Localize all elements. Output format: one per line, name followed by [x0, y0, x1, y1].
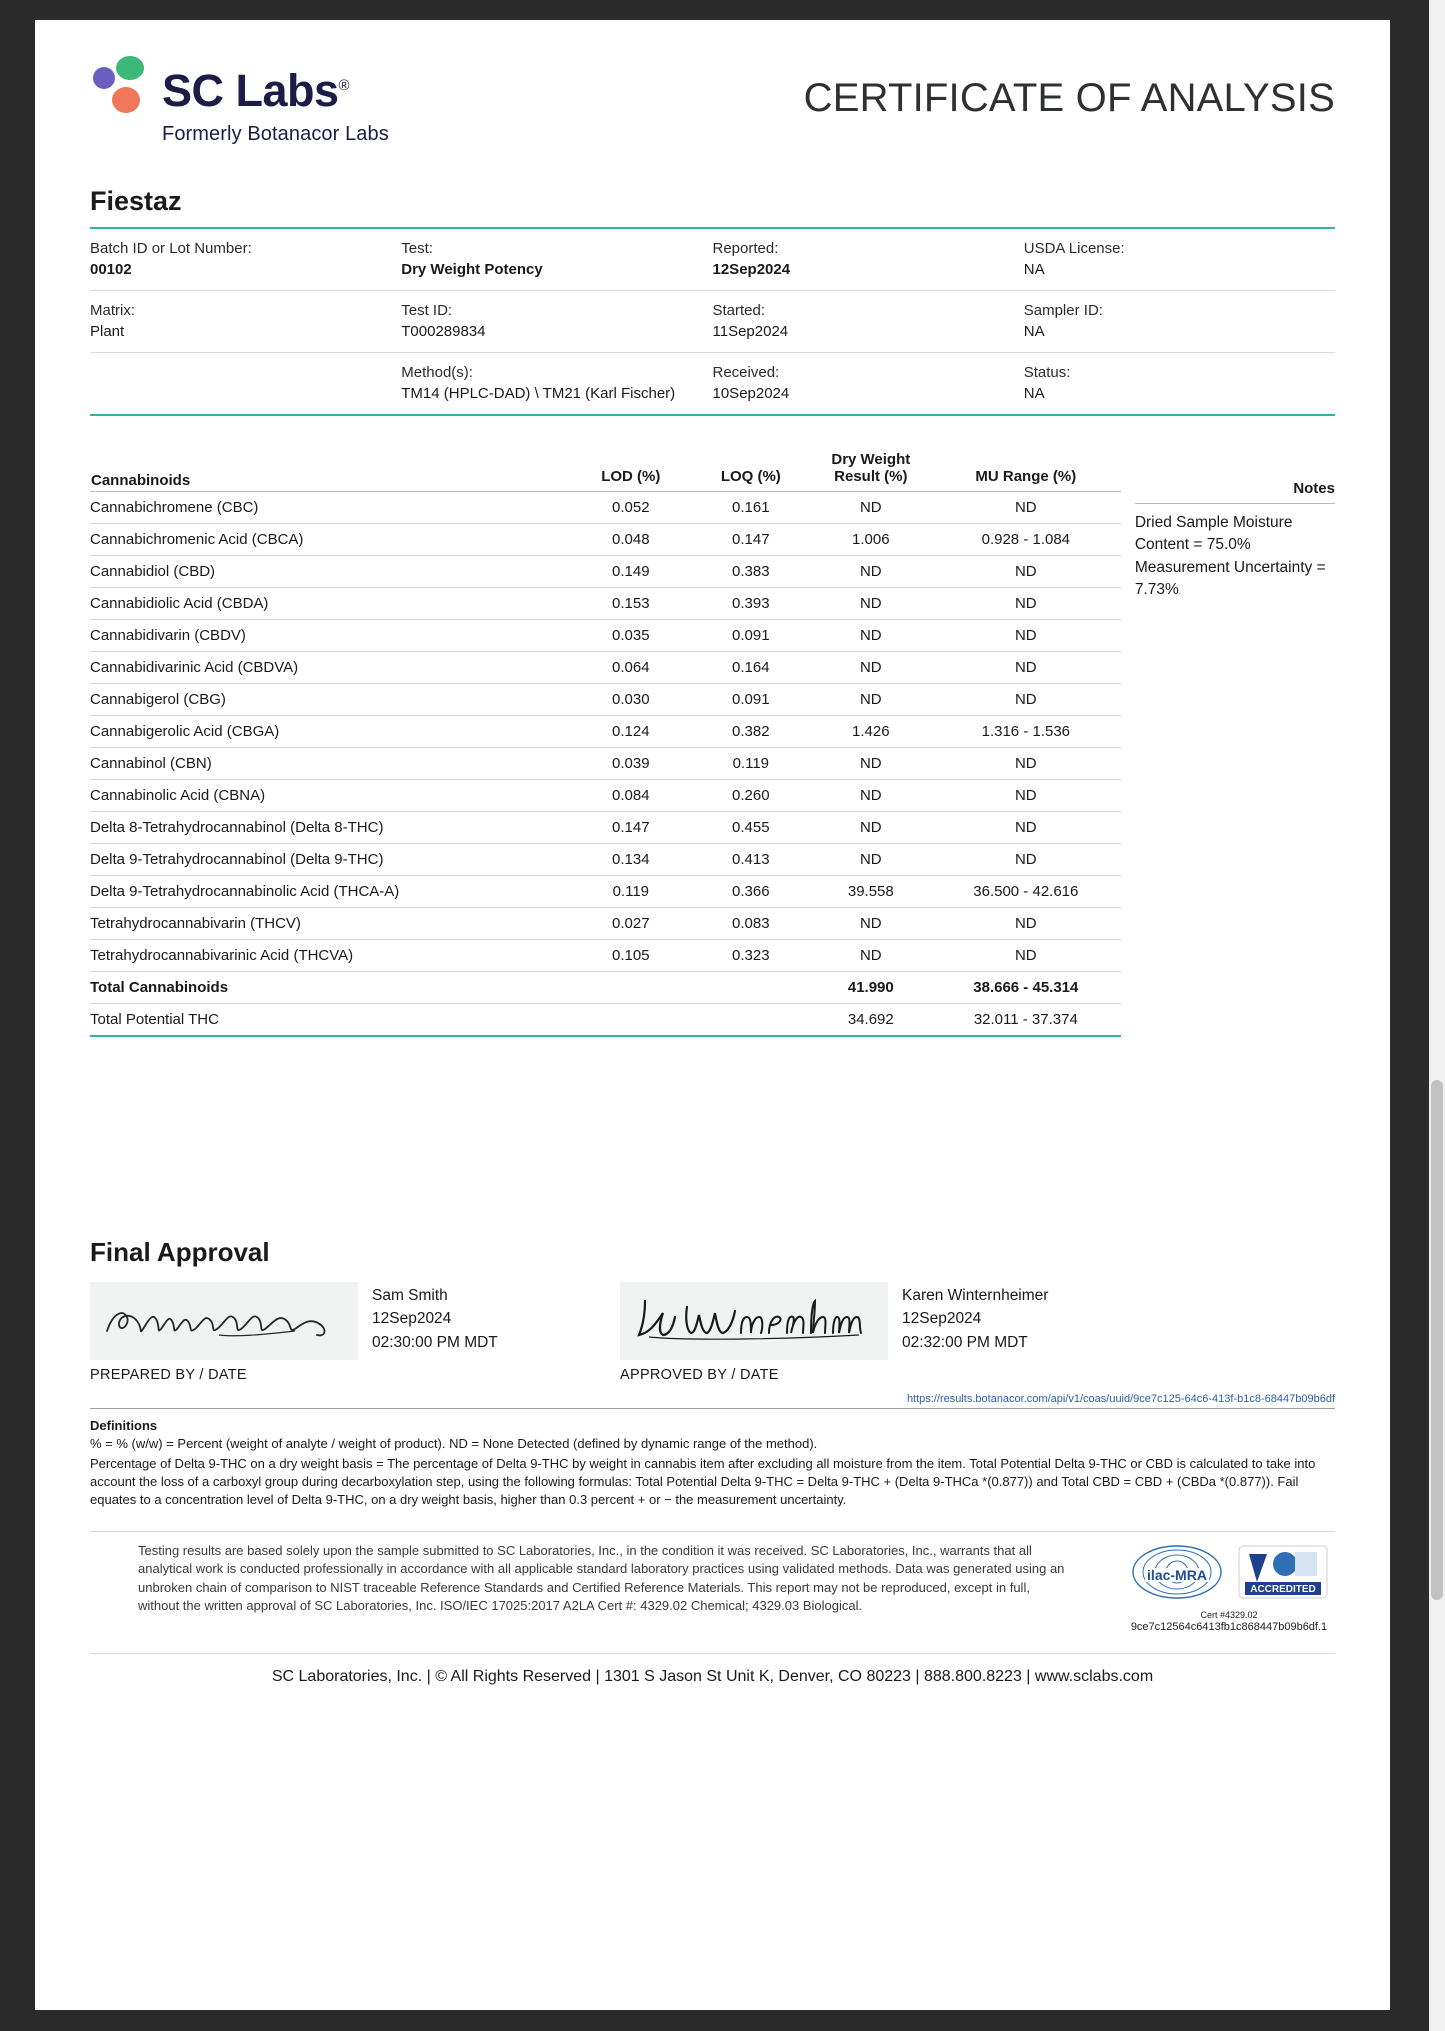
cell-mu: ND	[931, 940, 1121, 972]
meta-value: Dry Weight Potency	[401, 261, 543, 278]
prepared-by-time: 02:30:00 PM MDT	[372, 1333, 498, 1351]
meta-value: TM14 (HPLC-DAD) \ TM21 (Karl Fischer)	[401, 385, 676, 402]
cell-loq: 0.366	[691, 876, 811, 908]
table-row	[90, 844, 1121, 876]
meta-label: Sampler ID:	[1023, 302, 1103, 319]
cell-analyte: Total Potential THC	[90, 1004, 571, 1037]
meta-label: USDA License:	[1023, 240, 1125, 257]
cell-analyte: Cannabidiolic Acid (CBDA)	[90, 588, 571, 620]
cell-analyte: Total Cannabinoids	[90, 972, 571, 1004]
cell-analyte: Cannabinol (CBN)	[90, 748, 571, 780]
meta-label: Status:	[1023, 364, 1071, 381]
logo-registered-mark: ®	[338, 77, 350, 94]
signature-karen-winternheimer-icon	[629, 1291, 879, 1351]
signature-prepared	[90, 1282, 358, 1360]
meta-cell-started	[713, 302, 1024, 340]
badge-uuid: 9ce7c12564c6413fb1c868447b09b6df.1	[1130, 1620, 1328, 1633]
coa-url-link[interactable]: https://results.botanacor.com/api/v1/coas/uuid/9ce7c125-64c6-413f-b1c8-68447b09b6df	[90, 1393, 1335, 1409]
cell-lod: 0.149	[571, 556, 691, 588]
cell-loq: 0.147	[691, 524, 811, 556]
cell-analyte: Tetrahydrocannabivarin (THCV)	[90, 908, 571, 940]
meta-value: NA	[1023, 261, 1045, 278]
sample-meta-grid	[90, 229, 1335, 414]
cell-loq: 0.382	[691, 716, 811, 748]
cell-result: ND	[811, 652, 931, 684]
cell-lod	[571, 1004, 691, 1037]
table-row	[90, 940, 1121, 972]
approved-by-block	[620, 1282, 1150, 1360]
meta-label: Received:	[712, 364, 780, 381]
cell-loq: 0.119	[691, 748, 811, 780]
page-title: CERTIFICATE OF ANALYSIS	[803, 76, 1335, 120]
document-header	[90, 54, 1335, 146]
cell-loq: 0.383	[691, 556, 811, 588]
sample-name: Fiestaz	[90, 186, 182, 216]
cell-result: ND	[811, 940, 931, 972]
table-row	[90, 588, 1121, 620]
cell-result: ND	[811, 556, 931, 588]
ilac-mra-badge-icon	[1129, 1542, 1225, 1606]
table-row	[90, 492, 1121, 524]
approved-by-date: 12Sep2024	[902, 1310, 982, 1328]
cell-analyte: Delta 9-Tetrahydrocannabinol (Delta 9-THC)	[90, 844, 571, 876]
badge-row	[1129, 1542, 1329, 1606]
meta-label: Matrix:	[90, 302, 135, 319]
vertical-scrollbar[interactable]	[1429, 0, 1445, 2031]
definitions-line-1: % = % (w/w) = Percent (weight of analyte / weight of product). ND = None Detected (defined by dynamic range of the method).	[90, 1436, 818, 1451]
cell-loq: 0.413	[691, 844, 811, 876]
cell-result: ND	[811, 908, 931, 940]
cell-result: 1.006	[811, 524, 931, 556]
accreditation-badges	[1129, 1542, 1335, 1633]
meta-value: 00102	[90, 261, 132, 278]
cell-result: ND	[811, 684, 931, 716]
cannabinoids-table-body	[90, 492, 1121, 1037]
svg-text:ilac-MRA: ilac-MRA	[1147, 1566, 1207, 1583]
final-approval-title: Final Approval	[90, 1237, 270, 1267]
cell-lod: 0.048	[571, 524, 691, 556]
col-mu-range: MU Range (%)	[931, 450, 1121, 492]
cell-mu: ND	[931, 684, 1121, 716]
svg-text:ACCREDITED: ACCREDITED	[1250, 1583, 1316, 1595]
cell-loq: 0.260	[691, 780, 811, 812]
meta-row	[90, 229, 1335, 291]
meta-label: Test:	[401, 240, 433, 257]
table-row	[90, 876, 1121, 908]
disclaimer-section	[90, 1531, 1335, 1647]
badge-cert-number: Cert #4329.02	[1200, 1609, 1258, 1620]
cell-lod: 0.119	[571, 876, 691, 908]
cell-loq: 0.161	[691, 492, 811, 524]
cell-mu: 38.666 - 45.314	[931, 972, 1121, 1004]
definitions-title: Definitions	[90, 1418, 158, 1433]
cell-result: ND	[811, 492, 931, 524]
cannabinoids-title: Cannabinoids	[90, 450, 571, 492]
cell-mu: ND	[931, 556, 1121, 588]
cell-mu: 0.928 - 1.084	[931, 524, 1121, 556]
logo-name-text: SC Labs	[162, 65, 339, 116]
meta-value: Plant	[90, 323, 125, 340]
logo-subtitle: Formerly Botanacor Labs	[162, 123, 389, 145]
cell-result: 34.692	[811, 1004, 931, 1037]
cell-analyte: Delta 8-Tetrahydrocannabinol (Delta 8-THC)	[90, 812, 571, 844]
approved-by-info	[888, 1282, 1048, 1360]
table-row	[90, 556, 1121, 588]
a2la-accredited-badge-icon	[1237, 1542, 1329, 1606]
page-footer: SC Laboratories, Inc. | © All Rights Reserved | 1301 S Jason St Unit K, Denver, CO 80223 | 888.800.8223 | www.sclabs.com	[90, 1653, 1335, 1686]
col-result	[811, 450, 931, 492]
cell-mu: ND	[931, 908, 1121, 940]
col-notes: Notes	[1135, 480, 1335, 504]
cell-analyte: Cannabidivarinic Acid (CBDVA)	[90, 652, 571, 684]
cell-analyte: Cannabigerolic Acid (CBGA)	[90, 716, 571, 748]
prepared-by-block	[90, 1282, 620, 1360]
meta-cell-usda-license	[1024, 240, 1335, 278]
cell-lod: 0.039	[571, 748, 691, 780]
cell-mu: ND	[931, 844, 1121, 876]
cell-analyte: Cannabidiol (CBD)	[90, 556, 571, 588]
cell-result: 41.990	[811, 972, 931, 1004]
cell-analyte: Delta 9-Tetrahydrocannabinolic Acid (THCA-A)	[90, 876, 571, 908]
cannabinoids-notes-column	[1121, 450, 1335, 1037]
col-loq: LOQ (%)	[691, 450, 811, 492]
cell-mu: ND	[931, 588, 1121, 620]
cell-mu: ND	[931, 652, 1121, 684]
approved-by-caption: APPROVED BY / DATE	[620, 1367, 779, 1383]
prepared-by-name: Sam Smith	[372, 1287, 448, 1304]
meta-value: T000289834	[401, 323, 486, 340]
cell-lod: 0.124	[571, 716, 691, 748]
cell-loq: 0.455	[691, 812, 811, 844]
cell-analyte: Cannabichromene (CBC)	[90, 492, 571, 524]
cell-result: ND	[811, 748, 931, 780]
table-row	[90, 812, 1121, 844]
cell-mu: ND	[931, 620, 1121, 652]
prepared-by-info	[358, 1282, 498, 1360]
coa-page	[35, 20, 1390, 2010]
cell-result: ND	[811, 780, 931, 812]
meta-value: 11Sep2024	[712, 323, 789, 340]
cell-result: ND	[811, 588, 931, 620]
cell-lod: 0.052	[571, 492, 691, 524]
signature-sam-smith-icon	[99, 1291, 349, 1351]
divider-meta-bottom	[90, 414, 1335, 416]
cell-mu: 36.500 - 42.616	[931, 876, 1121, 908]
cell-result: ND	[811, 812, 931, 844]
cannabinoids-section	[90, 450, 1335, 1037]
scrollbar-thumb[interactable]	[1431, 1080, 1443, 1600]
table-row	[90, 908, 1121, 940]
cell-mu: 32.011 - 37.374	[931, 1004, 1121, 1037]
cell-analyte: Cannabidivarin (CBDV)	[90, 620, 571, 652]
prepared-by-date: 12Sep2024	[372, 1310, 452, 1328]
meta-value: NA	[1023, 323, 1045, 340]
cell-loq: 0.323	[691, 940, 811, 972]
meta-cell-empty	[90, 364, 401, 402]
table-row	[90, 652, 1121, 684]
cell-lod: 0.030	[571, 684, 691, 716]
cell-lod: 0.105	[571, 940, 691, 972]
table-row	[90, 684, 1121, 716]
cell-loq: 0.091	[691, 620, 811, 652]
cell-loq: 0.083	[691, 908, 811, 940]
meta-value: 12Sep2024	[712, 261, 791, 278]
meta-cell-batch	[90, 240, 401, 278]
cell-mu: 1.316 - 1.536	[931, 716, 1121, 748]
cell-lod: 0.035	[571, 620, 691, 652]
sc-labs-logo-text	[162, 54, 389, 146]
col-dry-weight-label: Dry Weight	[831, 451, 911, 468]
meta-label: Batch ID or Lot Number:	[90, 240, 252, 257]
cell-analyte: Tetrahydrocannabivarinic Acid (THCVA)	[90, 940, 571, 972]
cell-loq: 0.164	[691, 652, 811, 684]
approval-captions	[90, 1360, 1335, 1383]
meta-cell-reported	[713, 240, 1024, 278]
sc-labs-logo	[90, 54, 389, 146]
table-row	[90, 620, 1121, 652]
cannabinoids-table	[90, 450, 1121, 1037]
cell-lod	[571, 972, 691, 1004]
meta-value: NA	[1023, 385, 1045, 402]
cell-lod: 0.027	[571, 908, 691, 940]
approvals-row	[90, 1282, 1335, 1360]
table-row	[90, 780, 1121, 812]
meta-cell-test	[401, 240, 712, 278]
meta-label: Test ID:	[401, 302, 453, 319]
cell-mu: ND	[931, 812, 1121, 844]
cell-result: ND	[811, 844, 931, 876]
table-row-total-cannabinoids	[90, 972, 1121, 1004]
meta-cell-status	[1024, 364, 1335, 402]
cannabinoids-table-wrap	[90, 450, 1121, 1037]
cell-lod: 0.134	[571, 844, 691, 876]
approved-by-time: 02:32:00 PM MDT	[902, 1333, 1028, 1351]
cell-analyte: Cannabigerol (CBG)	[90, 684, 571, 716]
disclaimer-text: Testing results are based solely upon the sample submitted to SC Laboratories, Inc., in the condition it was received. SC Laboratories, Inc., warrants that all analytical work is conducted professionally in accordance with all applicable standard laboratory practices using validated methods. Data was generated using an unbroken chain of comparison to NIST traceable Reference Standards and Certified Reference Materials. This report may not be reproduced, except in full, without the written approval of SC Laboratories, Inc. ISO/IEC 17025:2017 A2LA Cert #: 4329.02 Chemical; 4329.03 Biological.	[138, 1542, 1065, 1614]
sc-labs-logo-mark	[90, 54, 152, 120]
meta-value: 10Sep2024	[712, 385, 790, 402]
cell-loq: 0.091	[691, 684, 811, 716]
approved-by-name: Karen Winternheimer	[902, 1287, 1049, 1304]
cell-mu: ND	[931, 492, 1121, 524]
meta-label: Method(s):	[401, 364, 473, 381]
cell-loq	[691, 972, 811, 1004]
table-row	[90, 716, 1121, 748]
meta-cell-matrix	[90, 302, 401, 340]
col-lod: LOD (%)	[571, 450, 691, 492]
meta-cell-test-id	[401, 302, 712, 340]
cell-lod: 0.064	[571, 652, 691, 684]
prepared-by-caption: PREPARED BY / DATE	[90, 1367, 247, 1383]
cell-analyte: Cannabichromenic Acid (CBCA)	[90, 524, 571, 556]
cell-lod: 0.084	[571, 780, 691, 812]
meta-cell-sampler-id	[1024, 302, 1335, 340]
table-row	[90, 748, 1121, 780]
cell-lod: 0.153	[571, 588, 691, 620]
cell-result: 1.426	[811, 716, 931, 748]
notes-text: Dried Sample Moisture Content = 75.0% Measurement Uncertainty = 7.73%	[1134, 514, 1326, 599]
meta-cell-received	[713, 364, 1024, 402]
cell-result: 39.558	[811, 876, 931, 908]
cell-lod: 0.147	[571, 812, 691, 844]
meta-cell-methods	[401, 364, 712, 402]
logo-name	[162, 65, 350, 116]
cell-result: ND	[811, 620, 931, 652]
meta-row	[90, 353, 1335, 414]
table-row-total-potential-thc	[90, 1004, 1121, 1037]
meta-label: Reported:	[712, 240, 779, 257]
cell-loq: 0.393	[691, 588, 811, 620]
cell-analyte: Cannabinolic Acid (CBNA)	[90, 780, 571, 812]
table-row	[90, 524, 1121, 556]
meta-label: Started:	[712, 302, 766, 319]
meta-row	[90, 291, 1335, 353]
cell-loq	[691, 1004, 811, 1037]
cell-mu: ND	[931, 780, 1121, 812]
logo-shapes-icon	[90, 54, 152, 120]
cell-mu: ND	[931, 748, 1121, 780]
definitions-line-2: Percentage of Delta 9-THC on a dry weight basis = The percentage of Delta 9-THC by weight in cannabis item after excluding all moisture from the item. Total Potential Delta 9-THC or CBD is calculated to take into account the loss of a carboxyl group during decarboxylation step, using the following formulas: Total Potential Delta 9-THC = Delta 9-THC + (Delta 9-THCa *(0.877)) and Total CBD = CBD + (CBDa *(0.877)). Fail equates to a concentration level of Delta 9-THC, on a dry weight basis, higher than 0.3 percent + or − the measurement uncertainty.	[90, 1455, 1316, 1507]
signature-approved	[620, 1282, 888, 1360]
col-result-label: Result (%)	[834, 468, 908, 485]
table-header-row	[90, 450, 1121, 492]
